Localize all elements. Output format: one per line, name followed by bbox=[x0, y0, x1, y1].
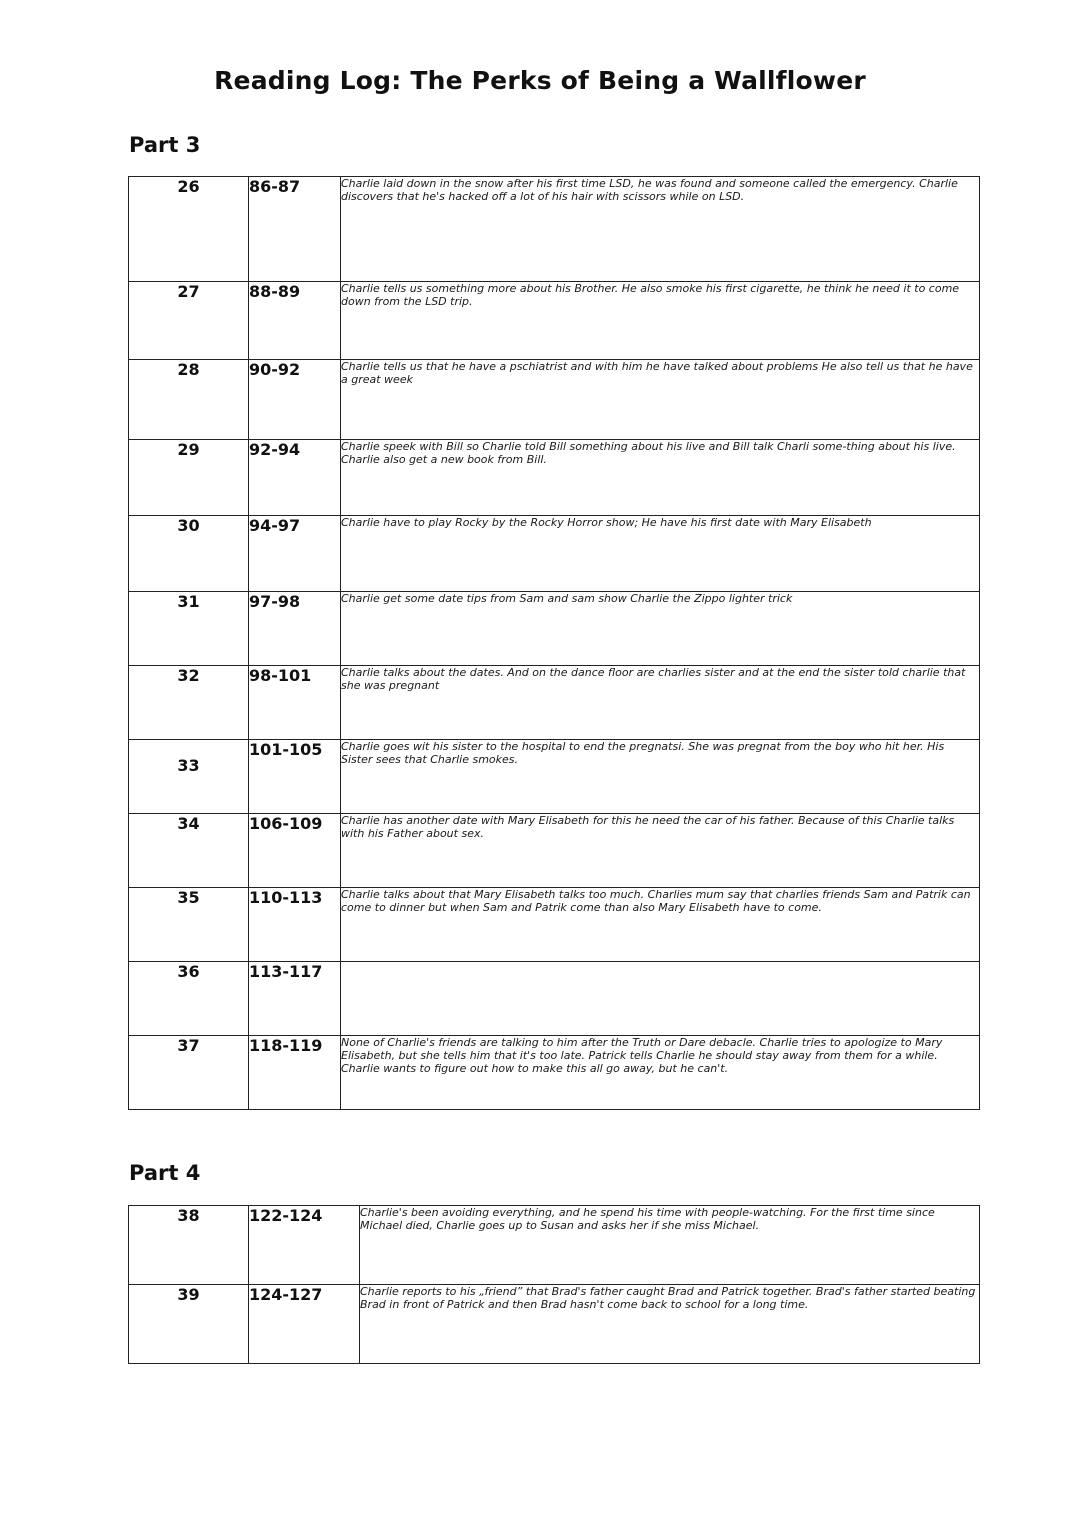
chapter-summary bbox=[341, 962, 980, 1036]
page-range: 122-124 bbox=[249, 1206, 360, 1285]
table-row bbox=[129, 1285, 980, 1364]
chapter-summary: Charlie laid down in the snow after his first time LSD, he was found and someone called the emergency. Charlie discovers that he's hacked off a lot of his hair with scissors while on LSD. bbox=[341, 177, 980, 282]
page-range: 88-89 bbox=[249, 282, 341, 360]
chapter-number: 35 bbox=[129, 888, 249, 962]
chapter-summary: Charlie goes wit his sister to the hospital to end the pregnatsi. She was pregnat from the boy who hit her. His Sister sees that Charlie smokes. bbox=[341, 740, 980, 814]
page-range: 118-119 bbox=[249, 1036, 341, 1110]
page-range: 94-97 bbox=[249, 516, 341, 592]
chapter-number: 31 bbox=[129, 592, 249, 666]
chapter-summary: Charlie get some date tips from Sam and sam show Charlie the Zippo lighter trick bbox=[341, 592, 980, 666]
chapter-summary: Charlie speek with Bill so Charlie told Bill something about his live and Bill talk Charli some-thing about his live. Charlie also get a new book from Bill. bbox=[341, 440, 980, 516]
page-range: 113-117 bbox=[249, 962, 341, 1036]
table-row bbox=[129, 1206, 980, 1285]
chapter-summary: Charlie has another date with Mary Elisabeth for this he need the car of his father. Because of this Charlie talks with his Father about sex. bbox=[341, 814, 980, 888]
part-3-reading-log-table bbox=[128, 176, 980, 1110]
chapter-number: 32 bbox=[129, 666, 249, 740]
page-range: 106-109 bbox=[249, 814, 341, 888]
part-4-reading-log-table bbox=[128, 1205, 980, 1364]
table-row bbox=[129, 516, 980, 592]
chapter-summary: Charlie's been avoiding everything, and he spend his time with people-watching. For the first time since Michael died, Charlie goes up to Susan and asks her if she miss Michael. bbox=[360, 1206, 980, 1285]
chapter-number: 28 bbox=[129, 360, 249, 440]
page-range: 92-94 bbox=[249, 440, 341, 516]
table-row bbox=[129, 440, 980, 516]
chapter-summary: Charlie have to play Rocky by the Rocky Horror show; He have his first date with Mary Elisabeth bbox=[341, 516, 980, 592]
table-row bbox=[129, 740, 980, 814]
part-4-heading: Part 4 bbox=[129, 1161, 201, 1185]
chapter-number: 38 bbox=[129, 1206, 249, 1285]
page-range: 110-113 bbox=[249, 888, 341, 962]
chapter-number: 26 bbox=[129, 177, 249, 282]
table-row bbox=[129, 360, 980, 440]
table-row bbox=[129, 1036, 980, 1110]
page-title: Reading Log: The Perks of Being a Wallflower bbox=[214, 66, 866, 95]
chapter-number: 30 bbox=[129, 516, 249, 592]
page-range: 90-92 bbox=[249, 360, 341, 440]
page-range: 124-127 bbox=[249, 1285, 360, 1364]
table-row bbox=[129, 177, 980, 282]
chapter-summary: Charlie talks about the dates. And on the dance floor are charlies sister and at the end the sister told charlie that she was pregnant bbox=[341, 666, 980, 740]
part-3-heading: Part 3 bbox=[129, 133, 201, 157]
page-range: 86-87 bbox=[249, 177, 341, 282]
chapter-number: 29 bbox=[129, 440, 249, 516]
page-range: 98-101 bbox=[249, 666, 341, 740]
chapter-summary: Charlie tells us something more about his Brother. He also smoke his first cigarette, he think he need it to come down from the LSD trip. bbox=[341, 282, 980, 360]
chapter-number: 37 bbox=[129, 1036, 249, 1110]
table-row bbox=[129, 962, 980, 1036]
table-row bbox=[129, 592, 980, 666]
chapter-number: 34 bbox=[129, 814, 249, 888]
chapter-number bbox=[129, 740, 249, 814]
chapter-summary: Charlie tells us that he have a pschiatrist and with him he have talked about problems He also tell us that he have a great week bbox=[341, 360, 980, 440]
table-row bbox=[129, 814, 980, 888]
chapter-number: 36 bbox=[129, 962, 249, 1036]
chapter-summary: None of Charlie's friends are talking to him after the Truth or Dare debacle. Charlie tries to apologize to Mary Elisabeth, but she tells him that it's too late. Patrick tells Charlie he should stay away from them for a while. Charlie wants to figure out how to make this all go away, but he can't. bbox=[341, 1036, 980, 1110]
page-range: 101-105 bbox=[249, 740, 341, 814]
chapter-number: 39 bbox=[129, 1285, 249, 1364]
table-row bbox=[129, 888, 980, 962]
page-range: 97-98 bbox=[249, 592, 341, 666]
chapter-number: 27 bbox=[129, 282, 249, 360]
chapter-number-text: 33 bbox=[177, 756, 200, 775]
table-row bbox=[129, 666, 980, 740]
table-row bbox=[129, 282, 980, 360]
chapter-summary: Charlie talks about that Mary Elisabeth talks too much. Charlies mum say that charlies friends Sam and Patrik can come to dinner but when Sam and Patrik come than also Mary Elisabeth have to come. bbox=[341, 888, 980, 962]
chapter-summary: Charlie reports to his „friend” that Brad's father caught Brad and Patrick together. Brad's father started beating Brad in front of Patrick and then Brad hasn't come back to school for a long time. bbox=[360, 1285, 980, 1364]
